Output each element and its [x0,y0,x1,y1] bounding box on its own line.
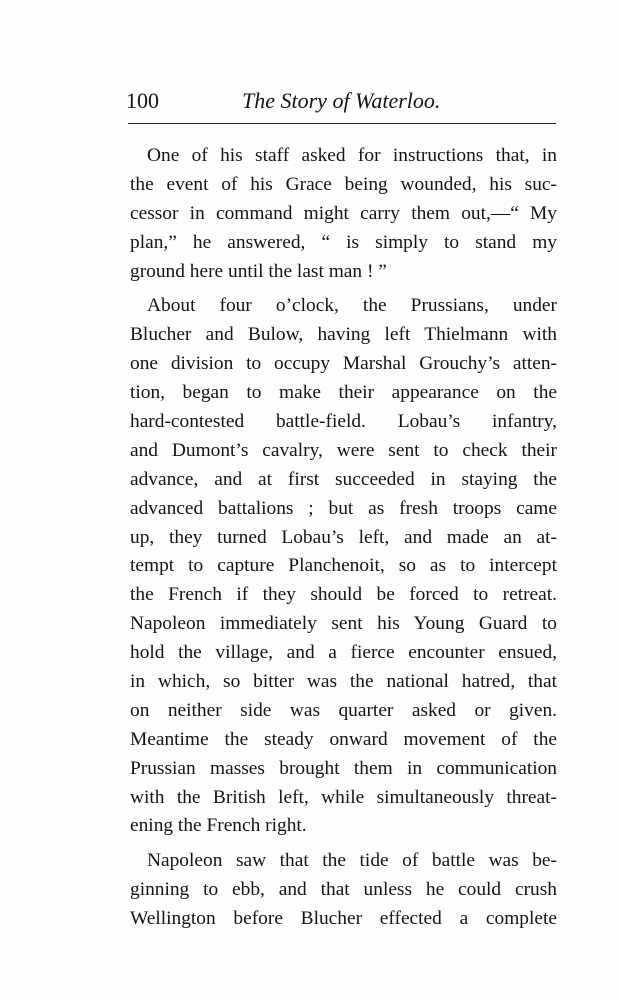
paragraph [130,142,557,286]
text-line: in which, so bitter was the national hatred, that [130,671,557,693]
text-line: Napoleon immediately sent his Young Guard to [130,613,557,635]
text-line: ening the French right. [130,815,307,837]
header-rule [128,123,556,124]
text-line: ginning to ebb, and that unless he could crush [130,879,557,901]
paragraph [130,847,557,934]
text-line: cessor in command might carry them out,—“ My [130,202,557,224]
text-line: the French if they should be forced to retreat. [130,584,557,606]
page-header [126,88,556,116]
text-line: one division to occupy Marshal Grouchy’s atten- [130,353,557,375]
text-line: Napoleon saw that the tide of battle was be- [147,850,557,872]
text-line: on neither side was quarter asked or given. [130,699,557,721]
text-line: Blucher and Bulow, having left Thielmann with [130,324,557,346]
text-line: hold the village, and a fierce encounter ensued, [130,642,557,664]
page-number: 100 [126,88,159,113]
text-line: advanced battalions ; but as fresh troops came [130,497,557,519]
text-line: the event of his Grace being wounded, his suc- [130,173,557,195]
text-line: Meantime the steady onward movement of the [130,728,557,750]
running-head: The Story of Waterloo. [242,88,441,113]
text-line: advance, and at first succeeded in staying the [130,468,557,490]
text-line: ground here until the last man ! ” [130,260,387,282]
text-line: tion, began to make their appearance on the [130,382,557,404]
text-line: hard-contested battle-field. Lobau’s infantry, [130,411,557,433]
text-line: with the British left, while simultaneously threat- [130,786,557,808]
paragraph [130,292,557,841]
text-line: plan,” he answered, “ is simply to stand my [130,231,557,253]
text-line: Wellington before Blucher effected a complete [130,908,557,930]
text-line: One of his staff asked for instructions that, in [147,145,557,166]
text-line: tempt to capture Planchenoit, so as to intercept [130,555,557,577]
text-line: and Dumont’s cavalry, were sent to check their [130,439,557,461]
body-text [130,142,557,934]
text-line: up, they turned Lobau’s left, and made an at- [130,526,557,548]
text-line: Prussian masses brought them in communication [130,757,557,779]
text-line: About four o’clock, the Prussians, under [147,295,557,317]
